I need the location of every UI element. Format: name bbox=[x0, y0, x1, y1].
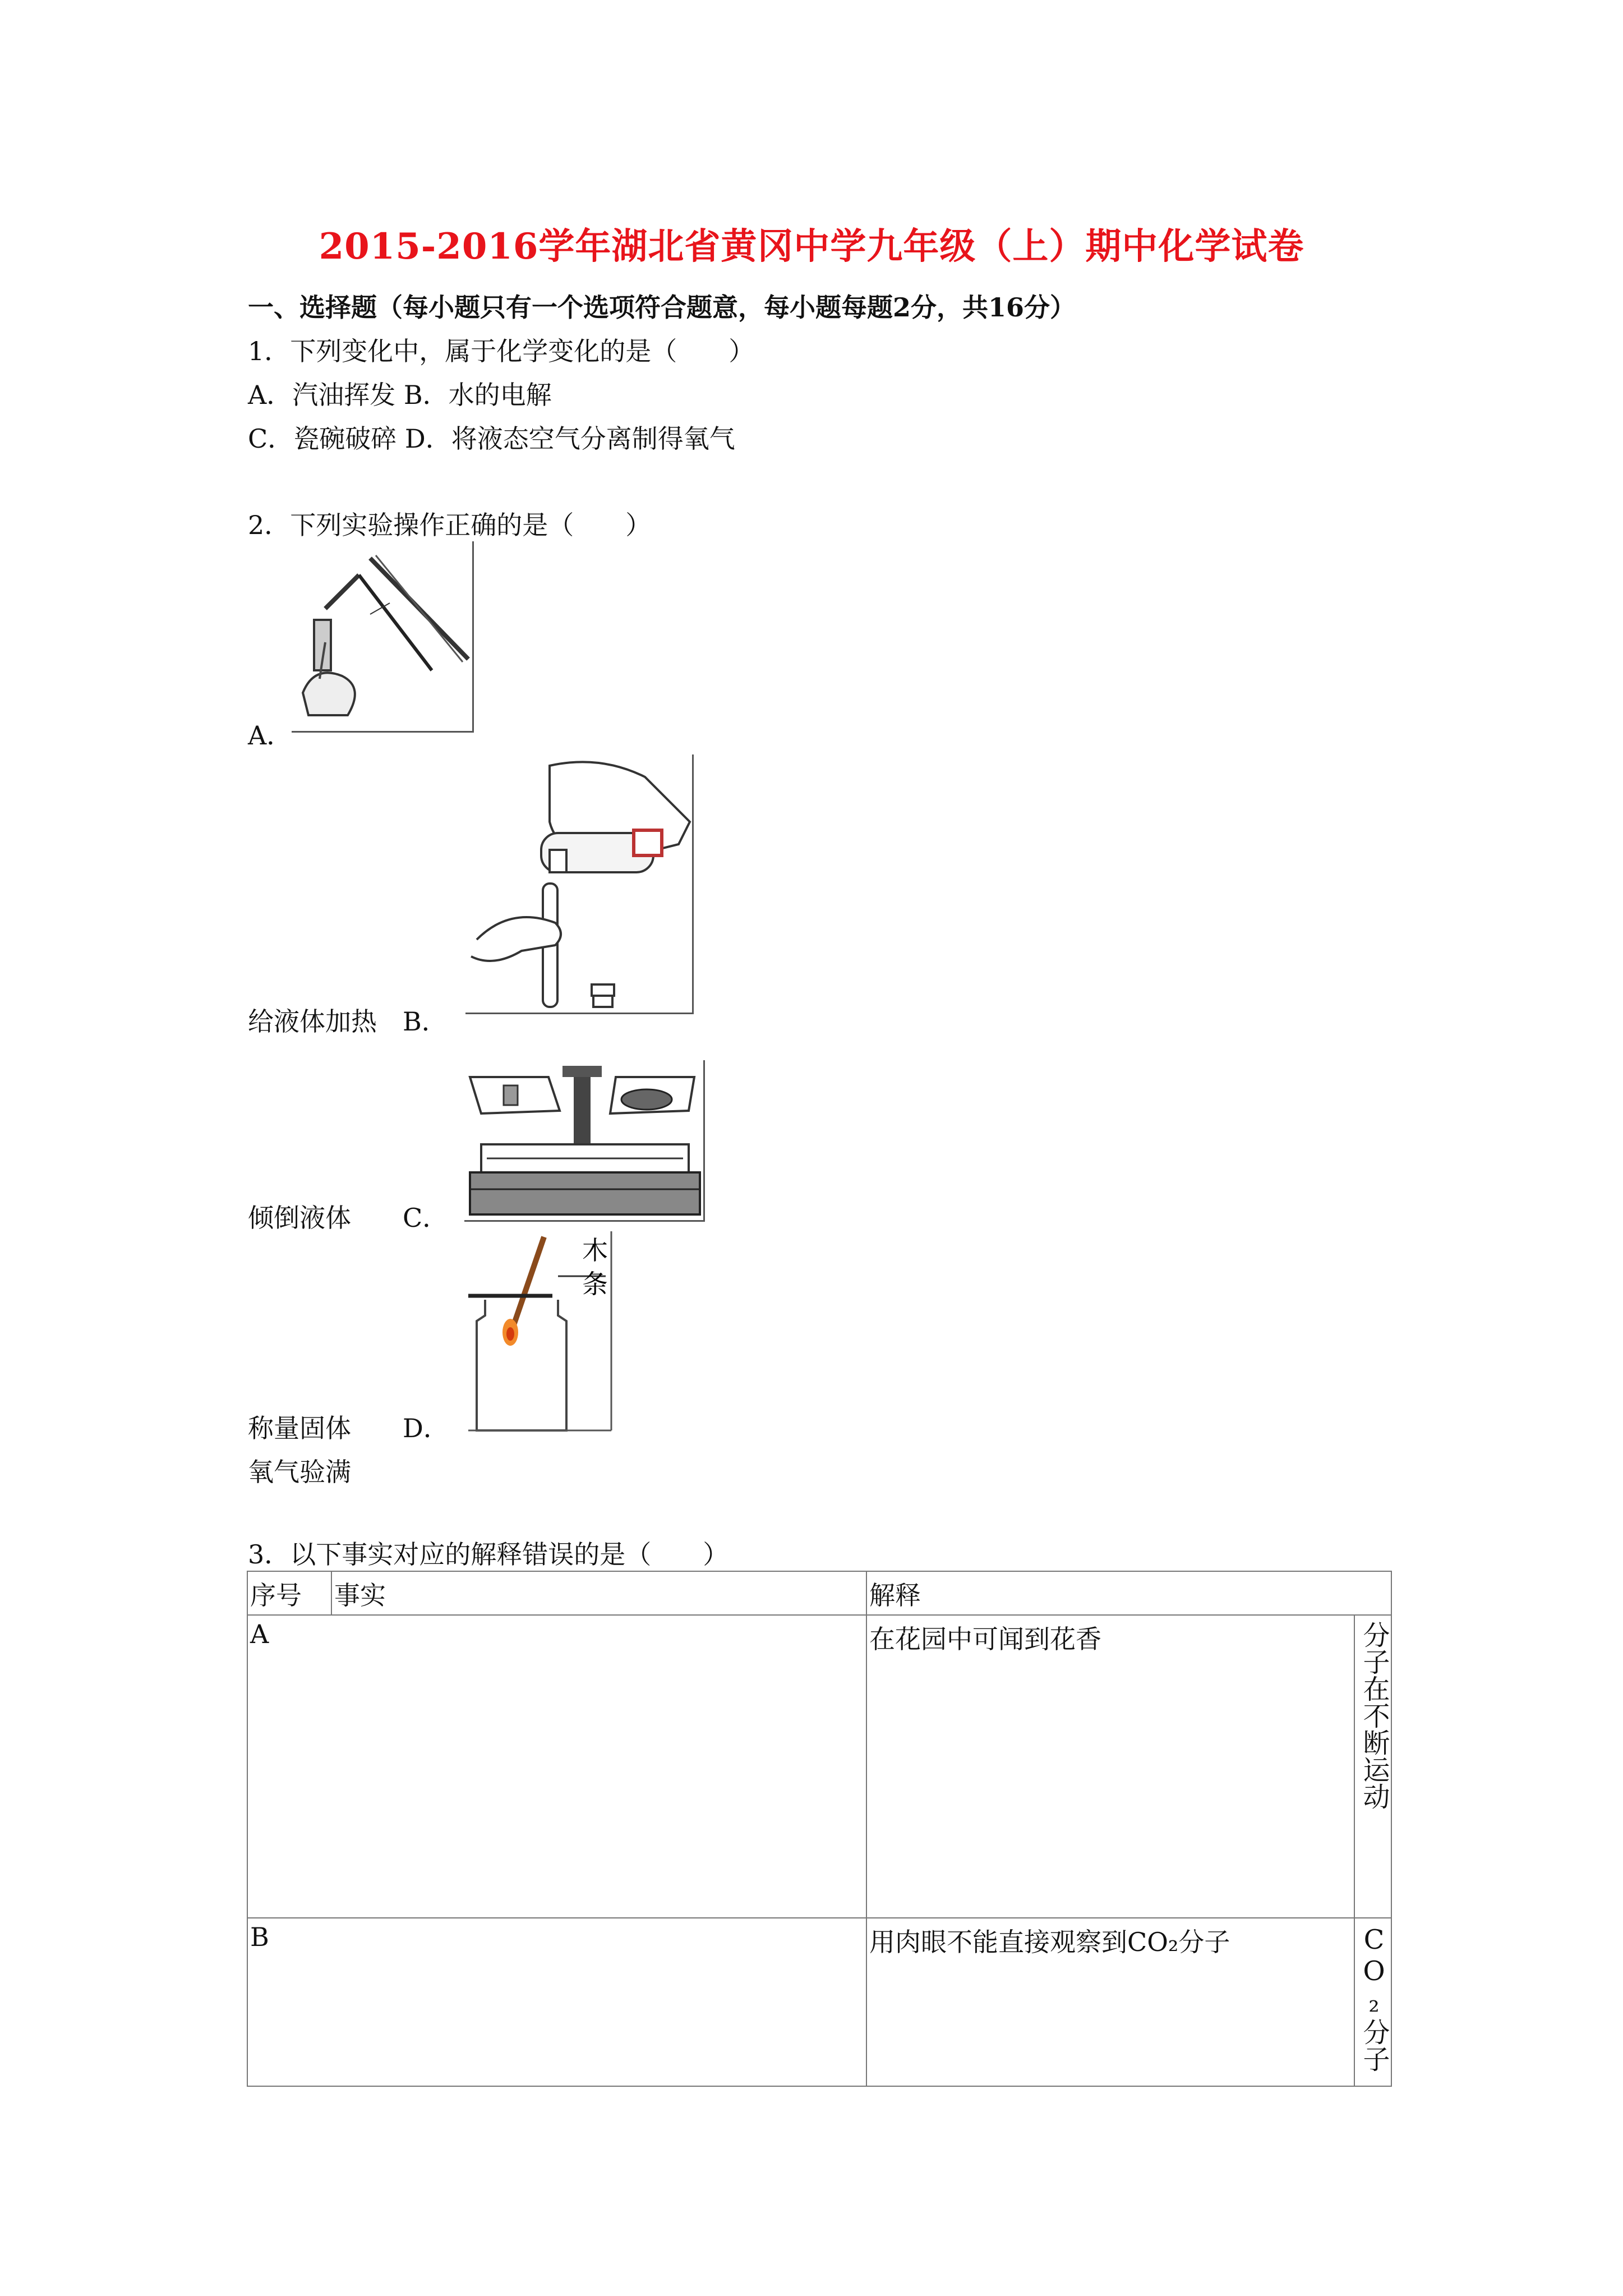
header-explain: 解释 bbox=[866, 1571, 1391, 1615]
figure-pouring-liquid bbox=[465, 754, 694, 1014]
row-b-fact: 用肉眼不能直接观察到CO₂分子 bbox=[866, 1918, 1354, 2086]
facts-table bbox=[247, 1571, 1392, 2087]
row-a-explain: 分子在不断运动 bbox=[1358, 1621, 1390, 1810]
row-b-id: B bbox=[247, 1918, 866, 2086]
figure-heating-liquid bbox=[292, 541, 474, 733]
table-row bbox=[247, 1615, 1391, 1918]
header-id: 序号 bbox=[247, 1571, 331, 1615]
pouring-liquid-drawing bbox=[465, 754, 692, 1013]
section-heading: 一、选择题（每小题只有一个选项符合题意，每小题每题2分，共16分） bbox=[248, 292, 1076, 323]
heating-liquid-drawing bbox=[292, 541, 472, 731]
question-2-stem: 2．下列实验操作正确的是（ ） bbox=[248, 510, 652, 540]
wood-label-1: 木 bbox=[582, 1235, 608, 1266]
question-1-options-ab: A．汽油挥发 B．水的电解 bbox=[248, 380, 552, 410]
table-header-row bbox=[247, 1571, 1391, 1615]
option-d-label: 称量固体 D． bbox=[248, 1413, 449, 1443]
row-b-explain: CO₂分子 bbox=[1358, 1924, 1390, 2072]
question-3-stem: 3．以下事实对应的解释错误的是（ ） bbox=[248, 1539, 729, 1570]
oxygen-check-drawing bbox=[460, 1231, 617, 1433]
option-c-label: 倾倒液体 C． bbox=[248, 1203, 449, 1233]
option-b-label: 给液体加热 B． bbox=[248, 1006, 448, 1037]
question-1-options-cd: C．瓷碗破碎 D．将液态空气分离制得氧气 bbox=[248, 424, 735, 454]
figure-oxygen-check bbox=[460, 1231, 617, 1433]
wood-label-2: 条 bbox=[582, 1269, 608, 1299]
option-d-caption: 氧气验满 bbox=[248, 1457, 351, 1487]
page-title: 2015-2016学年湖北省黄冈中学九年级（上）期中化学试卷 bbox=[319, 226, 1304, 268]
figure-weighing-solid bbox=[464, 1060, 705, 1222]
table-row bbox=[247, 1918, 1391, 2086]
row-a-fact: 在花园中可闻到花香 bbox=[866, 1615, 1354, 1918]
weighing-solid-drawing bbox=[464, 1060, 703, 1220]
option-a-label: A． bbox=[248, 720, 293, 751]
header-fact: 事实 bbox=[331, 1571, 866, 1615]
question-1-stem: 1．下列变化中，属于化学变化的是（ ） bbox=[248, 336, 755, 366]
row-a-id: A bbox=[247, 1615, 866, 1918]
